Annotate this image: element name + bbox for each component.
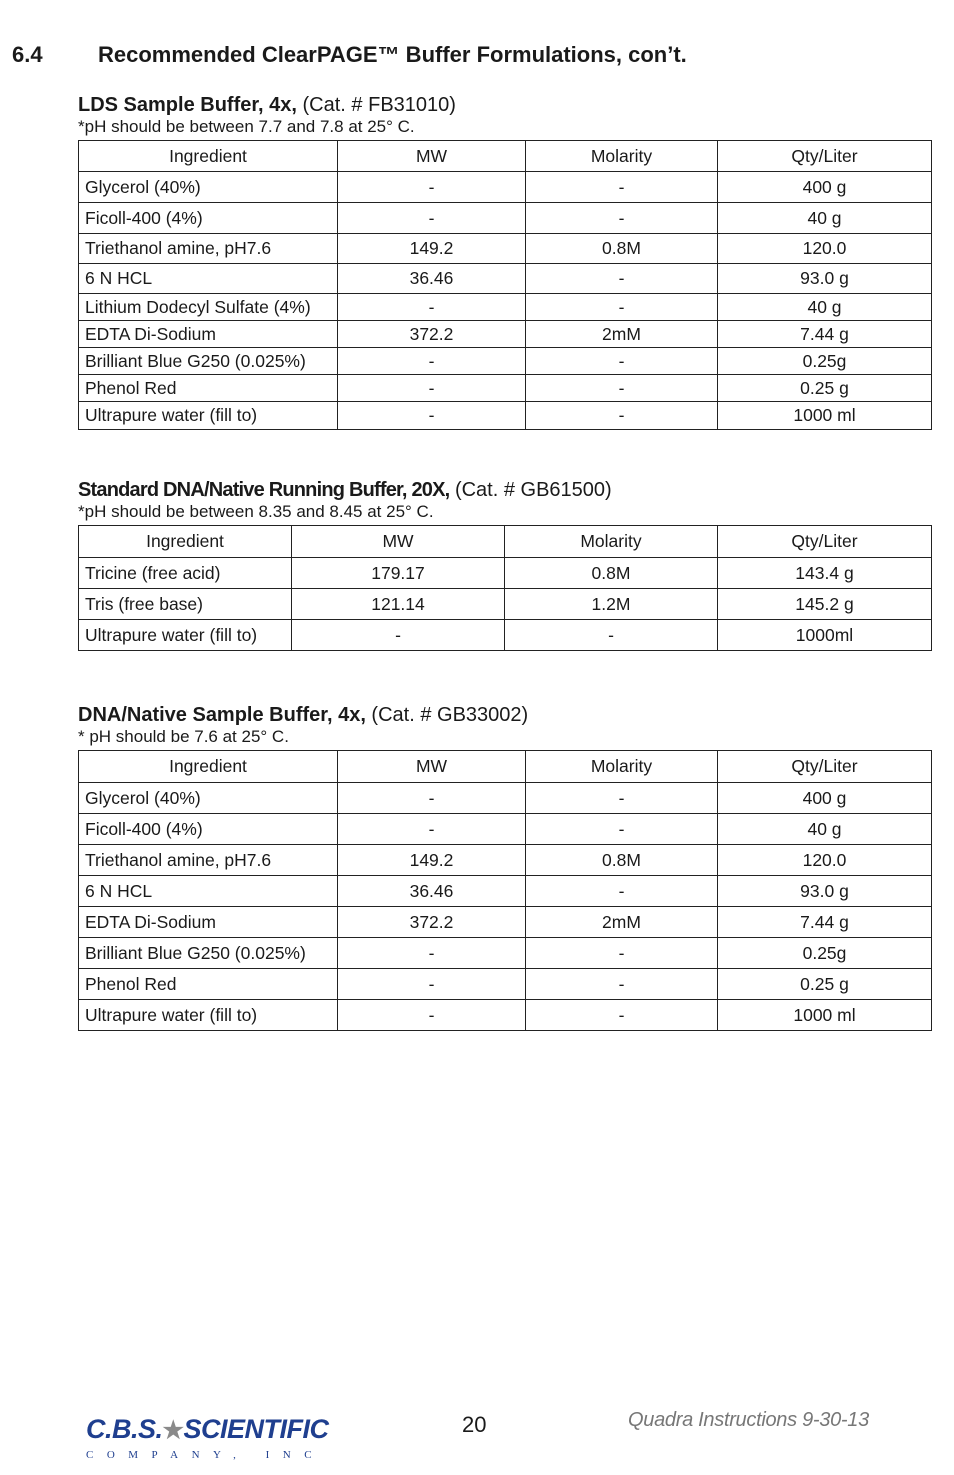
ph-note: *pH should be between 8.35 and 8.45 at 25° C. <box>78 502 434 521</box>
table-row <box>79 938 932 969</box>
molarity-cell: - <box>526 783 718 814</box>
mw-cell: - <box>338 375 526 402</box>
molarity-cell: - <box>526 876 718 907</box>
table-row <box>79 294 932 321</box>
ingredient-cell: Ultrapure water (fill to) <box>79 402 338 430</box>
buffer-name: LDS Sample Buffer, 4x, <box>78 94 297 116</box>
ingredient-cell: Glycerol (40%) <box>79 783 338 814</box>
ingredient-cell: Ficoll-400 (4%) <box>79 203 338 234</box>
column-header: Ingredient <box>79 751 338 783</box>
qty-cell: 1000ml <box>718 620 932 651</box>
mw-cell: 36.46 <box>338 264 526 294</box>
block-title <box>78 93 931 117</box>
qty-cell: 0.25g <box>718 348 932 375</box>
column-header: Molarity <box>526 751 718 783</box>
buffer-name: Standard DNA/Native Running Buffer, 20X, <box>78 479 450 501</box>
ingredient-cell: Tricine (free acid) <box>79 558 292 589</box>
document-reference: Quadra Instructions 9-30-13 <box>628 1409 869 1431</box>
qty-cell: 1000 ml <box>718 402 932 430</box>
ingredient-cell: Brilliant Blue G250 (0.025%) <box>79 938 338 969</box>
table-header-row <box>79 751 932 783</box>
ingredient-cell: Brilliant Blue G250 (0.025%) <box>79 348 338 375</box>
mw-cell: - <box>338 348 526 375</box>
star-icon: ★ <box>162 1417 184 1444</box>
table-row <box>79 783 932 814</box>
molarity-cell: 2mM <box>526 321 718 348</box>
molarity-cell: 2mM <box>526 907 718 938</box>
molarity-cell: 0.8M <box>505 558 718 589</box>
table-row <box>79 907 932 938</box>
column-header: Molarity <box>526 141 718 172</box>
table-row <box>79 402 932 430</box>
ingredient-cell: EDTA Di-Sodium <box>79 907 338 938</box>
qty-cell: 40 g <box>718 814 932 845</box>
ph-note: * pH should be 7.6 at 25° C. <box>78 727 289 746</box>
logo-text-right: SCIENTIFIC <box>183 1414 329 1444</box>
ingredient-cell: EDTA Di-Sodium <box>79 321 338 348</box>
ingredient-cell: Phenol Red <box>79 969 338 1000</box>
catalog-number: (Cat. # GB61500) <box>449 479 612 501</box>
lds-sample-buffer-block <box>78 93 931 430</box>
molarity-cell: - <box>526 264 718 294</box>
page-number: 20 <box>462 1412 487 1437</box>
qty-cell: 400 g <box>718 172 932 203</box>
qty-cell: 0.25g <box>718 938 932 969</box>
logo-text-left: C.B.S. <box>86 1414 163 1444</box>
mw-cell: 149.2 <box>338 234 526 264</box>
ingredient-cell: 6 N HCL <box>79 876 338 907</box>
ingredient-cell: Ultrapure water (fill to) <box>79 620 292 651</box>
qty-cell: 93.0 g <box>718 264 932 294</box>
catalog-number: (Cat. # FB31010) <box>296 94 456 116</box>
molarity-cell: - <box>526 1000 718 1031</box>
mw-cell: - <box>292 620 505 651</box>
formulation-table <box>78 525 932 651</box>
logo-subtitle: COMPANY, INC <box>86 1449 326 1461</box>
table-row <box>79 558 932 589</box>
formulation-table <box>78 140 932 430</box>
table-row <box>79 814 932 845</box>
table-row <box>79 969 932 1000</box>
table-row <box>79 845 932 876</box>
table-header-row <box>79 526 932 558</box>
mw-cell: 179.17 <box>292 558 505 589</box>
qty-cell: 7.44 g <box>718 907 932 938</box>
column-header: Qty/Liter <box>718 751 932 783</box>
ingredient-cell: 6 N HCL <box>79 264 338 294</box>
qty-cell: 143.4 g <box>718 558 932 589</box>
table-row <box>79 1000 932 1031</box>
table-row <box>79 876 932 907</box>
column-header: MW <box>292 526 505 558</box>
qty-cell: 145.2 g <box>718 589 932 620</box>
table-row <box>79 203 932 234</box>
molarity-cell: 0.8M <box>526 845 718 876</box>
column-header: MW <box>338 751 526 783</box>
column-header: Qty/Liter <box>718 526 932 558</box>
table-row <box>79 234 932 264</box>
qty-cell: 1000 ml <box>718 1000 932 1031</box>
molarity-cell: - <box>526 203 718 234</box>
mw-cell: - <box>338 402 526 430</box>
qty-cell: 0.25 g <box>718 969 932 1000</box>
formulation-table <box>78 750 932 1031</box>
table-row <box>79 589 932 620</box>
ingredient-cell: Ultrapure water (fill to) <box>79 1000 338 1031</box>
column-header: Molarity <box>505 526 718 558</box>
mw-cell: 36.46 <box>338 876 526 907</box>
mw-cell: 121.14 <box>292 589 505 620</box>
column-header: Ingredient <box>79 141 338 172</box>
molarity-cell: - <box>505 620 718 651</box>
ingredient-cell: Ficoll-400 (4%) <box>79 814 338 845</box>
mw-cell: - <box>338 203 526 234</box>
mw-cell: - <box>338 814 526 845</box>
qty-cell: 120.0 <box>718 234 932 264</box>
qty-cell: 40 g <box>718 203 932 234</box>
table-row <box>79 172 932 203</box>
dna-sample-buffer-block <box>78 703 931 1031</box>
molarity-cell: 0.8M <box>526 234 718 264</box>
ingredient-cell: Lithium Dodecyl Sulfate (4%) <box>79 294 338 321</box>
table-row <box>79 321 932 348</box>
ingredient-cell: Phenol Red <box>79 375 338 402</box>
section-title: Recommended ClearPAGE™ Buffer Formulations, con’t. <box>98 42 687 67</box>
block-title <box>78 478 931 502</box>
ingredient-cell: Tris (free base) <box>79 589 292 620</box>
molarity-cell: - <box>526 969 718 1000</box>
qty-cell: 40 g <box>718 294 932 321</box>
table-row <box>79 348 932 375</box>
mw-cell: - <box>338 938 526 969</box>
buffer-name: DNA/Native Sample Buffer, 4x, <box>78 704 366 726</box>
mw-cell: - <box>338 1000 526 1031</box>
molarity-cell: - <box>526 172 718 203</box>
block-title <box>78 703 931 727</box>
ph-note: *pH should be between 7.7 and 7.8 at 25° C. <box>78 117 415 136</box>
mw-cell: - <box>338 294 526 321</box>
section-number: 6.4 <box>12 42 43 67</box>
column-header: MW <box>338 141 526 172</box>
qty-cell: 400 g <box>718 783 932 814</box>
molarity-cell: 1.2M <box>505 589 718 620</box>
molarity-cell: - <box>526 938 718 969</box>
qty-cell: 93.0 g <box>718 876 932 907</box>
mw-cell: - <box>338 172 526 203</box>
dna-running-buffer-block <box>78 478 931 651</box>
qty-cell: 0.25 g <box>718 375 932 402</box>
qty-cell: 120.0 <box>718 845 932 876</box>
mw-cell: - <box>338 969 526 1000</box>
table-row <box>79 375 932 402</box>
molarity-cell: - <box>526 402 718 430</box>
molarity-cell: - <box>526 814 718 845</box>
mw-cell: 372.2 <box>338 907 526 938</box>
mw-cell: 372.2 <box>338 321 526 348</box>
molarity-cell: - <box>526 375 718 402</box>
table-row <box>79 264 932 294</box>
ingredient-cell: Triethanol amine, pH7.6 <box>79 234 338 264</box>
mw-cell: - <box>338 783 526 814</box>
molarity-cell: - <box>526 294 718 321</box>
table-header-row <box>79 141 932 172</box>
mw-cell: 149.2 <box>338 845 526 876</box>
table-row <box>79 620 932 651</box>
qty-cell: 7.44 g <box>718 321 932 348</box>
column-header: Ingredient <box>79 526 292 558</box>
company-logo <box>86 1414 329 1462</box>
molarity-cell: - <box>526 348 718 375</box>
ingredient-cell: Triethanol amine, pH7.6 <box>79 845 338 876</box>
ingredient-cell: Glycerol (40%) <box>79 172 338 203</box>
catalog-number: (Cat. # GB33002) <box>365 704 529 726</box>
column-header: Qty/Liter <box>718 141 932 172</box>
